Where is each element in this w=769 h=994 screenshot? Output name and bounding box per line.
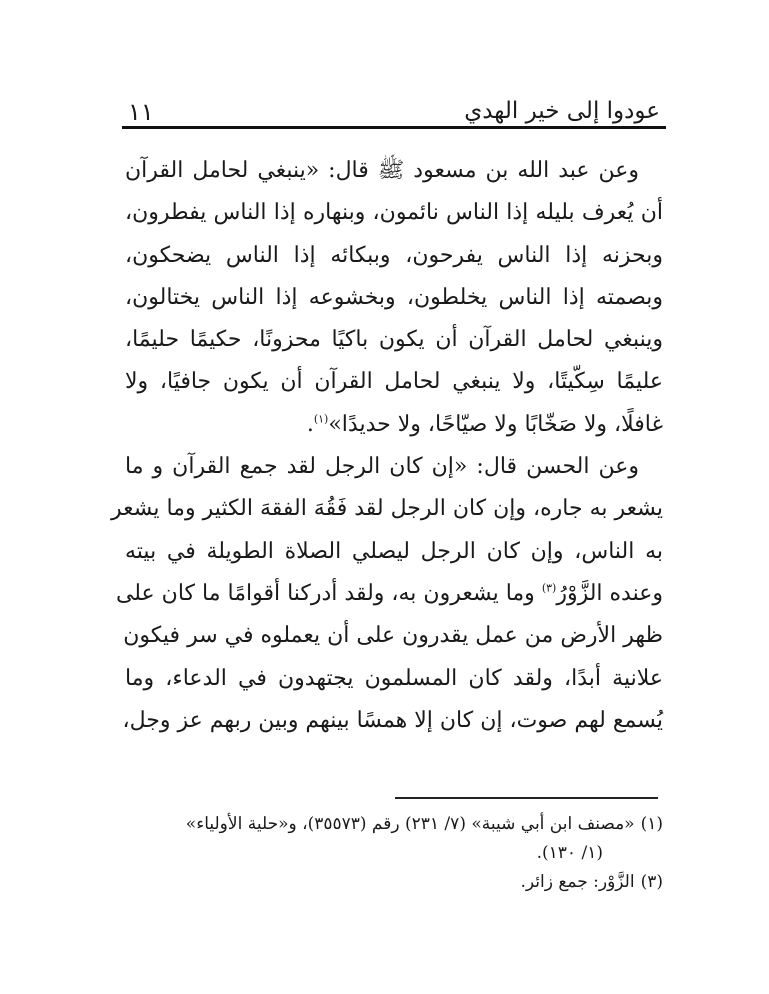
text-line: غافلًا، ولا صَخّابًا ولا صيّاحًا، ولا حديدًا»$^{(١)}$.: [306, 411, 663, 437]
footnote-text: «مصنف ابن أبي شيبة» (٧/ ٢٣١) رقم (٣٥٥٧٣)، و«حلية الأولياء»: [185, 814, 635, 834]
text-line: أن يُعرف بليله إذا الناس نائمون، وبنهاره إذا الناس يفطرون،: [125, 200, 663, 226]
text-line: عليمًا سِكّيتًا، ولا ينبغي لحامل القرآن أن يكون جافيًا، ولا: [125, 369, 663, 395]
text-line: به الناس، وإن كان الرجل ليصلي الصلاة الطويلة في بيته: [125, 538, 663, 564]
footnote-ref: (٣): [541, 581, 557, 595]
footnote-mark: (١): [640, 814, 663, 834]
text-line: وينبغي لحامل القرآن أن يكون باكيًا محزونًا، حكيمًا حليمًا،: [125, 327, 663, 353]
running-title: عودوا إلى خير الهدي: [464, 98, 660, 124]
text-line: علانية أبدًا، ولقد كان المسلمون يجتهدون في الدعاء، وما: [125, 665, 663, 691]
footnote-3: [125, 868, 663, 897]
page-number: ١١: [128, 98, 154, 126]
text-line: وعنده الزَّوْرُ$^{(٣)}$ وما يشعرون به، ولقد أدركنا أقوامًا ما كان على: [115, 580, 663, 606]
text-line: ظهر الأرض من عمل يقدرون على أن يعملوه في سر فيكون: [123, 623, 663, 649]
text-line: يشعر به جاره، وإن كان الرجل لقد فَقُهَ الفقهَ الكثير وما يشعر: [110, 496, 663, 522]
footnote-rule: [395, 797, 658, 799]
footnote-1: [125, 810, 663, 839]
footnote-mark: (٣): [640, 872, 663, 892]
header-rule: [122, 126, 666, 129]
text-line: وبصمته إذا الناس يخلطون، وبخشوعه إذا الناس يختالون،: [125, 284, 663, 310]
text-line: يُسمع لهم صوت، إن كان إلا همسًا بينهم وبين ربهم عز وجل،: [122, 707, 663, 733]
footnote-1-continued: [125, 839, 663, 868]
text-line: وعن الحسن قال: «إن كان الرجل لقد جمع القرآن و ما: [125, 454, 639, 480]
text-line: وبحزنه إذا الناس يفرحون، وببكائه إذا الناس يضحكون،: [125, 242, 663, 268]
text-line: وعن عبد الله بن مسعود ﷺ قال: «ينبغي لحامل القرآن: [125, 158, 639, 183]
footnotes: [125, 810, 663, 897]
footnote-ref: (١): [313, 412, 329, 426]
footnote-text: (١/ ١٣٠).: [536, 843, 603, 863]
footnote-text: الزَّوْر: جمع زائر.: [520, 872, 635, 892]
body-text: [110, 150, 663, 742]
